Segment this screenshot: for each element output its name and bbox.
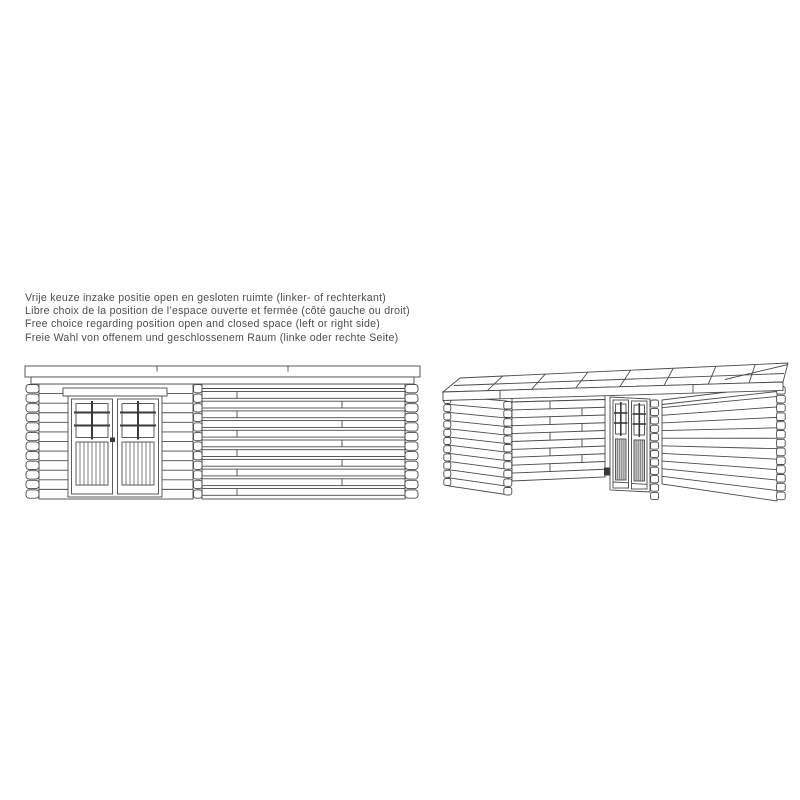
multilingual-description: [25, 292, 545, 345]
perspective-view-svg: [432, 352, 792, 517]
description-line-de: Freie Wahl von offenem und geschlossenem Raum (linke oder rechte Seite): [25, 331, 399, 344]
double-door: [610, 397, 650, 492]
flat-roof: [25, 366, 420, 384]
front-elevation-svg: [22, 360, 422, 510]
perspective-view-drawing: [432, 352, 792, 517]
description-line-fr: Libre choix de la position de l’espace ouverte et fermée (côté gauche ou droit): [25, 305, 410, 318]
door-handle: [110, 438, 115, 443]
double-door: [63, 388, 167, 497]
right-corner-log-ends: [777, 387, 786, 500]
description-line-nl: Vrije keuze inzake positie open en gesloten ruimte (linker- of rechterkant): [25, 292, 387, 304]
open-room-back-wall: [512, 394, 611, 481]
closed-room-front-wall: [662, 386, 777, 501]
open-room-side-wall: [444, 396, 512, 495]
front-elevation-drawing: [22, 360, 422, 510]
partition-log-end-post: [651, 400, 659, 500]
description-line-en: Free choice regarding position open and closed space (left or right side): [25, 318, 381, 331]
open-room-back-wall: [202, 384, 405, 499]
